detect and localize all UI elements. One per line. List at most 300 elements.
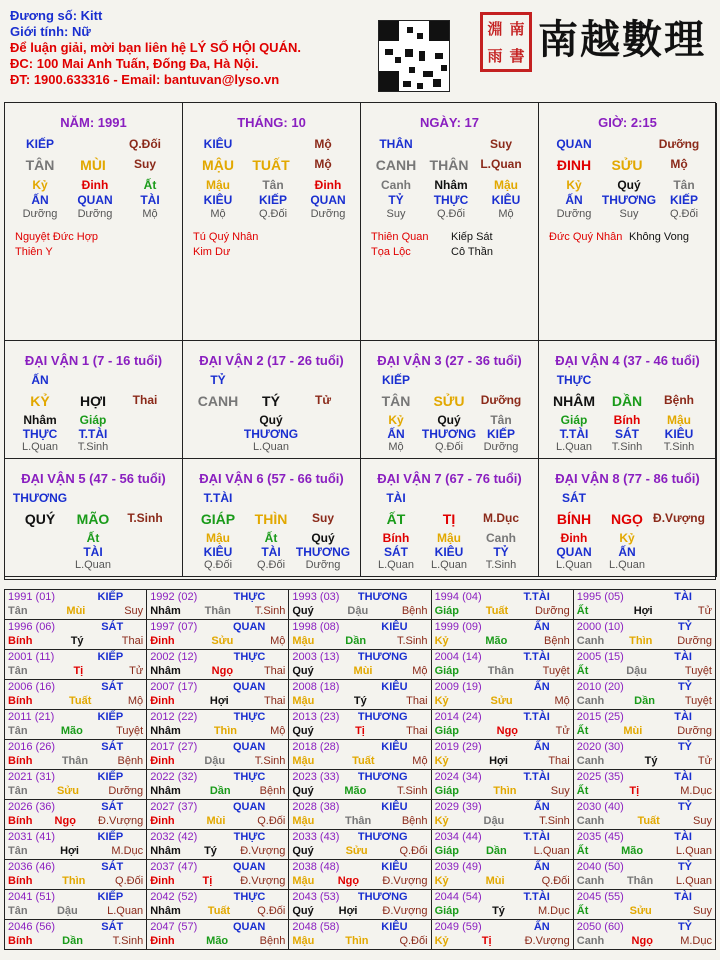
year-state: Dưỡng (108, 785, 144, 797)
year-god: SÁT (101, 801, 124, 813)
year-stem: Giáp (434, 665, 460, 677)
year-god: KIÊU (381, 681, 408, 693)
year-line1 (8, 860, 143, 874)
year-line1 (8, 890, 143, 904)
year-branch: Tị (73, 665, 84, 677)
year-label: 2046 (56) (8, 921, 56, 933)
year-line2 (577, 664, 712, 678)
year-cell (573, 860, 715, 890)
hidden-god: KIÊU (203, 193, 233, 207)
year-label: 2032 (42) (150, 831, 198, 843)
year-branch: Tý (353, 695, 367, 707)
year-stem: Tân (8, 845, 28, 857)
year-stem: Bính (8, 755, 33, 767)
year-line1 (150, 680, 285, 694)
hidden-state: L.Quan (74, 559, 112, 571)
year-stem: Ất (576, 665, 589, 677)
year-branch: Mùi (623, 725, 643, 737)
year-god: ẤN (533, 921, 550, 933)
year-label: 2026 (36) (8, 801, 56, 813)
year-branch: Thìn (213, 725, 238, 737)
year-cell (289, 620, 431, 650)
hidden-stem: Mậu (206, 531, 230, 545)
year-line2 (292, 694, 427, 708)
year-stem: Bính (8, 815, 33, 827)
pillar-cell (539, 103, 717, 341)
luck-god: TỶ (210, 373, 226, 387)
year-label: 2040 (50) (576, 861, 624, 873)
hidden-stem: Nhâm (23, 413, 57, 427)
qr-code-icon (378, 20, 450, 92)
year-god: QUAN (232, 741, 266, 753)
year-line1 (577, 650, 712, 664)
qr-module (385, 49, 393, 55)
star-note: Đức Quý Nhân (549, 231, 623, 243)
hidden-state: L.Quan (555, 441, 593, 453)
year-line2 (8, 664, 143, 678)
hidden-state: Dưỡng (77, 208, 113, 220)
year-stem: Nhâm (150, 725, 181, 737)
year-line1 (577, 830, 712, 844)
year-line1 (435, 680, 570, 694)
year-god: KIẾP (97, 711, 124, 723)
luck-cell (539, 341, 717, 459)
hidden-state: L.Quan (21, 441, 59, 453)
year-god: THỰC (233, 771, 266, 783)
year-label: 2043 (53) (292, 891, 340, 903)
year-state: Bệnh (259, 785, 286, 797)
year-state: Đ.Vượng (240, 845, 286, 857)
year-state: Suy (693, 905, 712, 917)
year-branch: Thìn (629, 635, 653, 647)
year-stem: Quý (292, 905, 314, 917)
hidden-state: Mộ (142, 208, 158, 220)
year-label: 2009 (19) (434, 681, 482, 693)
year-cell (289, 590, 431, 620)
year-branch: Sửu (211, 635, 234, 647)
year-god: TỶ (677, 621, 692, 633)
year-cell (431, 590, 573, 620)
year-line1 (8, 740, 143, 754)
year-label: 2000 (10) (576, 621, 624, 633)
star-note: Kim Dư (193, 246, 231, 258)
year-line1 (292, 650, 427, 664)
pillar-stem: TÂN (25, 157, 55, 173)
year-state: Thai (406, 725, 428, 737)
pillar-stem-god: KIÊU (203, 137, 233, 151)
year-label: 2016 (26) (8, 741, 56, 753)
year-row (5, 800, 716, 830)
year-line1 (435, 800, 570, 814)
pillar-title: GIỜ: 2:15 (598, 115, 657, 130)
year-cell (5, 680, 147, 710)
year-line2 (8, 904, 143, 918)
luck-title: ĐẠI VẬN 6 (57 - 66 tuổi) (199, 471, 344, 486)
year-branch: Mùi (206, 815, 226, 827)
year-state: Thai (263, 665, 286, 677)
year-label: 2030 (40) (576, 801, 624, 813)
year-label: 2002 (12) (150, 651, 198, 663)
year-label: 1998 (08) (292, 621, 340, 633)
luck-branch-state: M.Dục (483, 511, 519, 525)
pillar-cell (361, 103, 539, 341)
year-line1 (435, 830, 570, 844)
year-cell (431, 680, 573, 710)
luck-branch-state: Bệnh (664, 393, 694, 407)
year-god: KIẾP (97, 651, 124, 663)
year-label: 2023 (33) (292, 771, 340, 783)
luck-god: TÀI (386, 491, 406, 505)
year-state: Suy (550, 785, 570, 797)
year-line1 (435, 590, 570, 604)
year-line1 (577, 710, 712, 724)
year-branch: Thân (61, 755, 89, 767)
year-state: Đ.Vượng (382, 875, 428, 887)
year-god: TÀI (674, 831, 692, 843)
year-line2 (292, 844, 427, 858)
hidden-state: Mộ (388, 441, 404, 453)
year-cell (5, 860, 147, 890)
pillar-branch-state: Mộ (314, 157, 332, 171)
hidden-stem: Ất (86, 531, 100, 545)
year-stem: Bính (8, 935, 33, 947)
year-cell (289, 890, 431, 920)
luck-branch: TỊ (442, 511, 456, 527)
year-state: Thai (121, 635, 144, 647)
year-line1 (292, 740, 427, 754)
year-line1 (150, 800, 285, 814)
year-stem: Quý (292, 605, 314, 617)
year-cell (289, 800, 431, 830)
star-note: Thiên Y (15, 246, 53, 258)
year-branch: Dậu (56, 905, 78, 917)
year-god: THƯƠNG (357, 591, 408, 603)
year-line2 (435, 844, 570, 858)
year-cell (5, 920, 147, 950)
luck-title: ĐẠI VẬN 8 (77 - 86 tuổi) (555, 471, 700, 486)
year-cell (431, 830, 573, 860)
year-line2 (292, 754, 427, 768)
luck-god: THỰC (556, 373, 592, 387)
luck-title: ĐẠI VẬN 4 (37 - 46 tuổi) (555, 353, 700, 368)
year-god: TỶ (677, 741, 692, 753)
year-line2 (150, 754, 285, 768)
address-line: ĐC: 100 Mai Anh Tuấn, Đống Đa, Hà Nội. (10, 56, 259, 71)
year-god: TỶ (677, 681, 692, 693)
year-stem: Mậu (292, 935, 315, 947)
year-cell (431, 740, 573, 770)
year-stem: Ất (576, 845, 589, 857)
year-branch: Dần (634, 695, 655, 707)
year-cell (289, 740, 431, 770)
year-line1 (435, 650, 570, 664)
year-cell (431, 800, 573, 830)
year-cell (289, 920, 431, 950)
annual-table (4, 589, 716, 950)
year-line1 (292, 710, 427, 724)
year-branch: Tý (644, 755, 658, 767)
hidden-stem: Canh (486, 531, 516, 545)
year-god: TỶ (677, 921, 692, 933)
luck-god: KIẾP (381, 373, 410, 387)
hidden-god: ẤN (387, 427, 405, 441)
hidden-state: Dưỡng (483, 441, 519, 453)
hidden-god: KIÊU (491, 193, 521, 207)
hidden-state: Q.Đối (669, 208, 699, 220)
year-state: Dưỡng (677, 635, 712, 647)
hidden-stem: Quý (311, 531, 335, 545)
year-stem: Nhâm (150, 605, 181, 617)
year-line1 (150, 710, 285, 724)
year-branch: Tuất (352, 755, 375, 767)
luck-cell (361, 341, 539, 459)
chart-grid (4, 102, 716, 580)
year-god: ẤN (533, 621, 550, 633)
year-stem: Nhâm (150, 905, 181, 917)
year-line2 (150, 784, 285, 798)
year-state: Tuyệt (684, 695, 712, 707)
year-stem: Quý (292, 725, 314, 737)
year-line2 (292, 604, 427, 618)
pillar-stem: MẬU (202, 157, 234, 173)
year-stem: Canh (576, 695, 605, 707)
pillar-branch-state: Mộ (670, 157, 688, 171)
hidden-state: Q.Đối (436, 208, 466, 220)
qr-module (435, 53, 443, 59)
qr-module (423, 71, 433, 77)
year-line1 (8, 710, 143, 724)
luck-cell (183, 459, 361, 577)
year-branch: Tý (70, 635, 84, 647)
hidden-state: L.Quan (252, 441, 290, 453)
year-line2 (150, 604, 285, 618)
year-label: 1994 (04) (434, 591, 482, 603)
year-line2 (292, 904, 427, 918)
hidden-state: T.Sinh (611, 441, 643, 453)
year-branch: Tuất (637, 815, 660, 827)
year-state: T.Sinh (396, 785, 428, 797)
year-label: 2019 (29) (434, 741, 482, 753)
year-line1 (8, 830, 143, 844)
hidden-god: T.TÀI (559, 427, 589, 441)
year-line2 (8, 724, 143, 738)
hidden-god: KIẾP (486, 427, 515, 441)
year-branch: Thìn (62, 875, 86, 887)
year-state: Tử (697, 605, 712, 617)
luck-stem: QUÝ (24, 511, 56, 527)
year-stem: Mậu (292, 635, 315, 647)
year-line1 (577, 770, 712, 784)
hidden-state: L.Quan (430, 559, 468, 571)
year-cell (573, 590, 715, 620)
hidden-god: SÁT (384, 545, 408, 559)
hidden-stem: Đinh (314, 178, 342, 192)
year-state: Dưỡng (677, 725, 712, 737)
year-branch: Tý (204, 845, 217, 857)
year-line2 (150, 724, 285, 738)
year-state: M.Dục (680, 935, 712, 947)
year-line1 (8, 620, 143, 634)
year-line1 (435, 740, 570, 754)
year-stem: Mậu (292, 875, 315, 887)
year-label: 2003 (13) (292, 651, 340, 663)
year-state: T.Sinh (539, 815, 570, 827)
year-cell (147, 890, 289, 920)
luck-god: THƯƠNG (12, 491, 68, 505)
year-branch: Mão (485, 635, 508, 647)
year-line2 (292, 934, 427, 948)
year-cell (573, 830, 715, 860)
star-note: Cô Thần (451, 246, 493, 258)
luck-branch: DẦN (611, 393, 643, 409)
year-cell (147, 650, 289, 680)
year-label: 1996 (06) (8, 621, 56, 633)
year-cell (147, 860, 289, 890)
qr-module (429, 21, 449, 41)
year-stem: Giáp (434, 905, 460, 917)
year-row (5, 590, 716, 620)
year-state: Bệnh (401, 815, 428, 827)
hidden-stem: Đinh (81, 178, 109, 192)
pillar-cell (5, 103, 183, 341)
year-label: 2031 (41) (8, 831, 56, 843)
year-label: 2028 (38) (292, 801, 340, 813)
year-state: Bệnh (401, 605, 428, 617)
year-stem: Canh (576, 755, 605, 767)
year-branch: Sửu (490, 695, 513, 707)
year-line1 (150, 890, 285, 904)
hidden-god: QUAN (77, 193, 113, 207)
year-branch: Mùi (353, 665, 373, 677)
year-god: SÁT (101, 621, 124, 633)
year-god: THƯƠNG (357, 771, 408, 783)
hidden-stem: Tân (262, 178, 284, 192)
year-label: 2008 (18) (292, 681, 340, 693)
star-note: Thiên Quan (371, 231, 429, 243)
year-cell (147, 590, 289, 620)
seal-char: 淵 (487, 19, 503, 38)
year-god: THƯƠNG (357, 711, 408, 723)
qr-module (405, 49, 413, 57)
year-label: 2027 (37) (150, 801, 198, 813)
year-line1 (435, 920, 570, 934)
year-line1 (8, 800, 143, 814)
year-line2 (577, 814, 712, 828)
pillar-stem-state: Suy (489, 137, 512, 151)
hidden-god: THỰC (22, 427, 58, 441)
hidden-stem: Mậu (437, 531, 461, 545)
year-god: KIÊU (381, 621, 408, 633)
pillar-branch: MÙI (80, 157, 106, 173)
year-stem: Đinh (150, 815, 175, 827)
brand-logo: 南越數理 (538, 16, 706, 63)
year-state: Tuyệt (684, 665, 712, 677)
year-label: 2007 (17) (150, 681, 198, 693)
luck-god: ẤN (31, 373, 49, 387)
year-line1 (150, 590, 285, 604)
year-state: Đ.Vượng (240, 875, 286, 887)
luck-title: ĐẠI VẬN 5 (47 - 56 tuổi) (21, 471, 166, 486)
hidden-god: KIÊU (664, 427, 694, 441)
year-cell (5, 620, 147, 650)
year-cell (5, 830, 147, 860)
year-branch: Ngọ (631, 935, 653, 947)
star-note: Tọa Lộc (371, 246, 411, 258)
year-god: SÁT (101, 921, 124, 933)
year-label: 2045 (55) (576, 891, 624, 903)
year-cell (289, 860, 431, 890)
year-line2 (292, 724, 427, 738)
year-god: T.TÀI (523, 651, 550, 663)
hidden-state: Mộ (210, 208, 226, 220)
hidden-god: THỰC (433, 193, 469, 207)
year-label: 2018 (28) (292, 741, 340, 753)
year-row (5, 620, 716, 650)
year-label: 2024 (34) (434, 771, 482, 783)
year-line2 (577, 874, 712, 888)
year-cell (573, 740, 715, 770)
hidden-stem: Bính (382, 531, 410, 545)
hidden-god: TÀI (261, 545, 281, 559)
year-state: Thai (548, 755, 570, 767)
year-label: 2035 (45) (576, 831, 624, 843)
year-cell (573, 920, 715, 950)
hidden-stem: Kỷ (566, 178, 582, 192)
year-label: 2012 (22) (150, 711, 198, 723)
year-state: M.Dục (111, 845, 144, 857)
year-label: 2005 (15) (576, 651, 624, 663)
contact-line: Để luận giải, mời bạn liên hệ LÝ SỐ HỘI QUÁN. (10, 40, 301, 55)
hidden-stem: Ất (264, 531, 278, 545)
year-god: TÀI (674, 651, 692, 663)
year-stem: Canh (576, 875, 605, 887)
hidden-stem: Quý (259, 413, 283, 427)
luck-branch-state: Đ.Vượng (653, 511, 705, 525)
year-label: 2011 (21) (8, 711, 55, 723)
year-god: THƯƠNG (357, 651, 408, 663)
luck-branch: MÃO (76, 511, 110, 527)
year-label: 2039 (49) (434, 861, 482, 873)
luck-branch-state: Thai (132, 393, 158, 407)
luck-title: ĐẠI VẬN 3 (27 - 36 tuổi) (377, 353, 522, 368)
year-stem: Đinh (150, 875, 175, 887)
hidden-state: Suy (619, 208, 639, 220)
luck-branch: THÌN (254, 511, 288, 527)
year-god: TỶ (677, 861, 692, 873)
year-state: Bệnh (259, 935, 286, 947)
year-line2 (292, 784, 427, 798)
hidden-god: THƯƠNG (295, 545, 351, 559)
year-state: T.Sinh (112, 935, 144, 947)
qr-module (379, 21, 399, 41)
year-state: Tử (555, 725, 570, 737)
year-branch: Tý (492, 905, 505, 917)
year-line2 (577, 784, 712, 798)
year-state: Thai (406, 695, 428, 707)
year-state: Đ.Vượng (382, 905, 428, 917)
hidden-state: Q.Đối (256, 559, 286, 571)
year-stem: Mậu (292, 815, 315, 827)
seal-char: 雨 (487, 46, 503, 65)
year-line1 (150, 620, 285, 634)
year-branch: Mão (344, 785, 367, 797)
year-label: 2033 (43) (292, 831, 340, 843)
year-cell (431, 620, 573, 650)
year-state: Mộ (554, 695, 570, 707)
year-branch: Hợi (489, 755, 508, 767)
year-row (5, 860, 716, 890)
year-state: Suy (693, 815, 712, 827)
